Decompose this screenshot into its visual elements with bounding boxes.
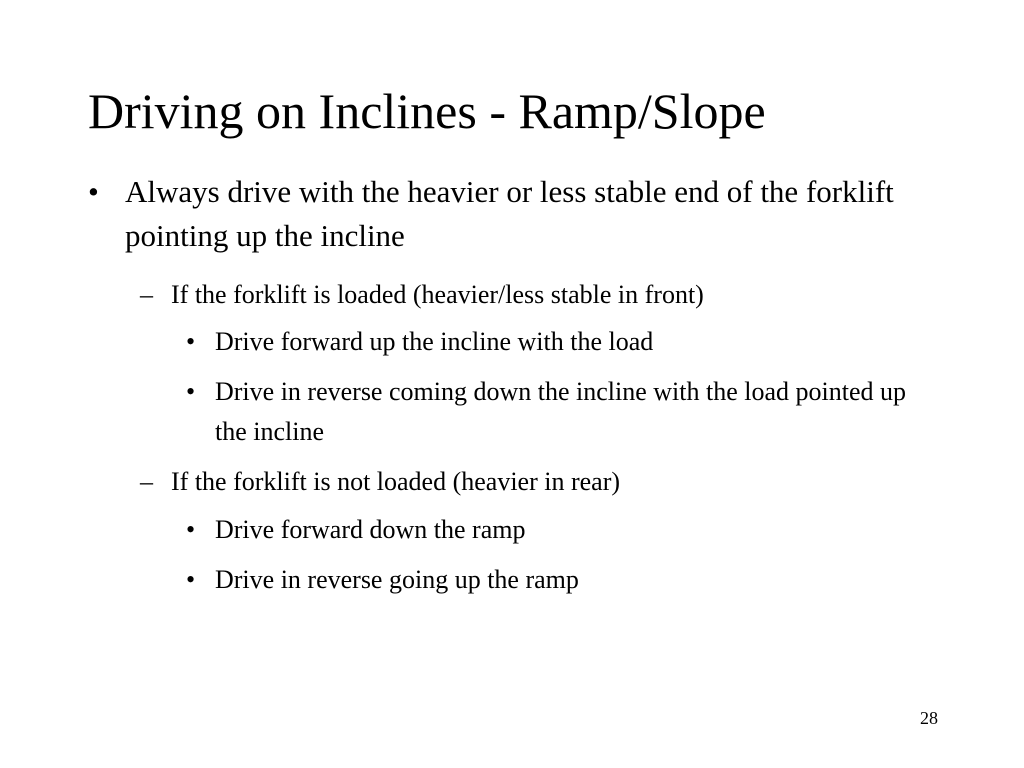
slide-number: 28	[920, 708, 938, 728]
bullet-text: Drive in reverse going up the ramp	[215, 565, 579, 594]
bullet-item-level-2	[140, 276, 940, 314]
bullet-marker: •	[88, 174, 99, 209]
bullet-text: Drive forward down the ramp	[215, 515, 526, 544]
bullet-item-level-1	[88, 170, 948, 258]
bullet-text: If the forklift is loaded (heavier/less stable in front)	[171, 280, 704, 309]
bullet-item-level-3	[186, 372, 926, 452]
dash-marker: –	[140, 280, 153, 309]
bullet-text: Drive forward up the incline with the load	[215, 327, 654, 356]
bullet-marker: •	[186, 327, 196, 356]
bullet-text: Drive in reverse coming down the incline with the load pointed up the incline	[215, 377, 906, 446]
bullet-marker: •	[186, 565, 196, 594]
bullet-text: Always drive with the heavier or less stable end of the forklift pointing up the incline	[125, 174, 894, 253]
bullet-item-level-3	[186, 510, 926, 550]
bullet-item-level-3	[186, 560, 926, 600]
dash-marker: –	[140, 467, 153, 496]
bullet-item-level-3	[186, 322, 926, 362]
bullet-text: If the forklift is not loaded (heavier in rear)	[171, 467, 621, 496]
bullet-marker: •	[186, 377, 196, 406]
bullet-marker: •	[186, 515, 196, 544]
bullet-item-level-2	[140, 463, 940, 501]
slide-title: Driving on Inclines - Ramp/Slope	[88, 83, 766, 139]
